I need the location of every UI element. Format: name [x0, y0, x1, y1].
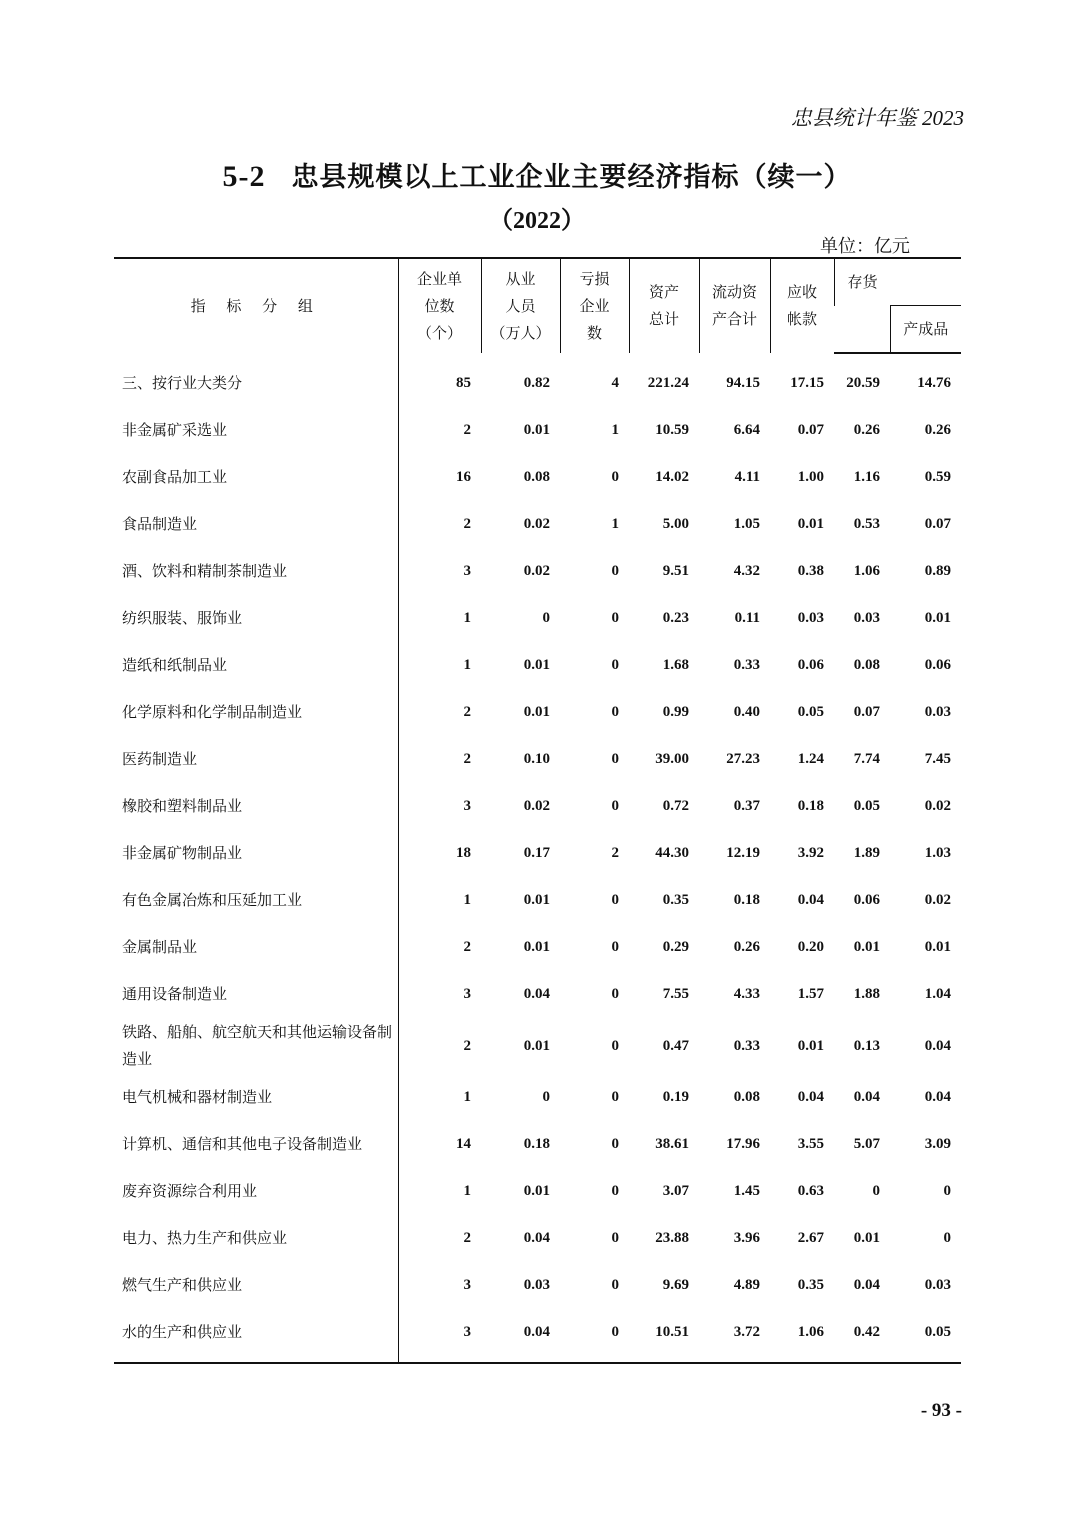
row-label: 电气机械和器材制造业: [122, 1088, 273, 1106]
header-employees: [481, 258, 560, 353]
cell-value: 39.00: [655, 751, 689, 767]
cell-value: 0.01: [797, 1037, 824, 1054]
table-row: [114, 1309, 961, 1363]
cell-value: 0.04: [797, 1089, 824, 1105]
cell-value: 3.07: [662, 1183, 689, 1199]
cell-value: 23.88: [655, 1230, 689, 1246]
table-row: [114, 548, 961, 595]
table-row: [114, 501, 961, 548]
row-label: 医药制造业: [122, 750, 198, 768]
cell-value: 0.11: [734, 610, 760, 626]
row-label: 非金属矿物制品业: [122, 844, 243, 862]
cell-value: 0.03: [797, 610, 824, 626]
cell-value: 0.05: [797, 704, 824, 720]
table-title: [0, 155, 1074, 194]
cell-value: 1.89: [853, 845, 880, 861]
cell-value: 0.35: [662, 892, 689, 908]
cell-value: 0: [611, 1037, 619, 1054]
cell-value: 1.06: [853, 563, 880, 579]
cell-value: 18: [398, 830, 481, 877]
cell-value: 2.67: [797, 1230, 824, 1246]
cell-value: 0.35: [797, 1277, 824, 1293]
cell-value: 1: [398, 1168, 481, 1215]
cell-value: 1.57: [797, 986, 824, 1002]
cell-value: 0: [542, 610, 550, 626]
cell-value: 0.02: [523, 516, 550, 532]
cell-value: 4: [611, 374, 619, 391]
cell-value: 4.11: [734, 469, 760, 485]
header-group: 指 标 分 组: [114, 258, 398, 353]
cell-value: 0: [611, 986, 619, 1002]
cell-value: 0.04: [797, 892, 824, 908]
cell-value: 0.47: [662, 1037, 689, 1054]
cell-value: 0: [611, 751, 619, 767]
table-body: [114, 353, 961, 1363]
table-row: [114, 407, 961, 454]
row-label: 纺织服装、服饰业: [122, 609, 243, 627]
cell-value: 0.01: [924, 610, 951, 626]
table-row: [114, 1018, 961, 1074]
cell-value: 3: [398, 1262, 481, 1309]
cell-value: 0.04: [523, 1230, 550, 1246]
table-subtitle: （2022）: [489, 208, 585, 234]
header-line: 应收: [786, 283, 817, 301]
cell-value: 3: [398, 971, 481, 1018]
cell-value: 0.40: [733, 704, 760, 720]
cell-value: 0: [560, 1309, 629, 1363]
cell-value: 4.89: [733, 1277, 760, 1293]
cell-value: 17.15: [790, 374, 824, 391]
table-row: [114, 736, 961, 783]
header-total-assets: [629, 258, 699, 353]
cell-value: 0.04: [924, 1037, 951, 1054]
cell-value: 0: [943, 1230, 951, 1246]
cell-value: 1: [611, 516, 619, 532]
row-label: 造纸和纸制品业: [122, 656, 228, 674]
row-label: 非金属矿采选业: [122, 421, 228, 439]
cell-value: 5.00: [662, 516, 689, 532]
cell-value: 0.01: [797, 516, 824, 532]
cell-value: 1: [398, 595, 481, 642]
cell-value: 14.76: [917, 375, 951, 391]
cell-value: 0: [611, 1230, 619, 1246]
cell-value: 0.03: [924, 704, 951, 720]
header-line: 资产: [648, 283, 679, 301]
cell-value: 0.01: [523, 1037, 550, 1054]
header-loss-enterprises: [560, 258, 629, 353]
cell-value: 1.05: [733, 516, 760, 532]
table-row: [114, 595, 961, 642]
table-row: [114, 353, 961, 407]
cell-value: 221.24: [647, 374, 689, 391]
cell-value: 4.32: [733, 563, 760, 579]
cell-value: 1.45: [733, 1183, 760, 1199]
cell-value: 0.08: [853, 657, 880, 673]
row-label: 三、按行业大类分: [122, 373, 243, 392]
header-line: （万人）: [490, 323, 551, 342]
cell-value: 0.29: [662, 939, 689, 955]
cell-value: 0: [611, 1089, 619, 1105]
table-row: [114, 454, 961, 501]
row-label: 通用设备制造业: [122, 985, 228, 1003]
cell-value: 9.51: [662, 563, 689, 579]
table-row: [114, 924, 961, 971]
table-row: [114, 830, 961, 877]
cell-value: 0.01: [853, 1230, 880, 1246]
cell-value: 2: [398, 407, 481, 454]
table-row: [114, 689, 961, 736]
cell-value: 3.09: [924, 1136, 951, 1152]
cell-value: 14.02: [655, 469, 689, 485]
cell-value: 7.45: [924, 751, 951, 767]
cell-value: 0.04: [853, 1277, 880, 1293]
cell-value: 0.02: [523, 798, 550, 814]
cell-value: 1.16: [853, 469, 880, 485]
cell-value: 3.55: [797, 1136, 824, 1152]
row-label: 铁路、船舶、航空航天和其他运输设备制造业: [122, 1023, 393, 1068]
table-row: [114, 1121, 961, 1168]
cell-value: 0.03: [523, 1277, 550, 1293]
cell-value: 0.38: [797, 563, 824, 579]
header-line: 企业: [579, 296, 610, 315]
cell-value: 0.04: [481, 1309, 560, 1363]
header-inventory-label: 存货: [847, 272, 878, 291]
header-inventory: [834, 258, 961, 306]
cell-value: 2: [398, 501, 481, 548]
cell-value: 0.05: [890, 1309, 961, 1363]
running-head: 忠县统计年鉴 2023: [790, 106, 964, 130]
cell-value: 0: [611, 892, 619, 908]
cell-value: 2: [398, 1215, 481, 1262]
cell-value: 0.99: [662, 704, 689, 720]
cell-value: 10.51: [629, 1309, 699, 1363]
table-title-text: 忠县规模以上工业企业主要经济指标（续一）: [291, 162, 852, 193]
cell-value: 7.55: [662, 986, 689, 1002]
row-label: 化学原料和化学制品制造业: [122, 703, 303, 721]
row-label: 计算机、通信和其他电子设备制造业: [122, 1135, 363, 1153]
cell-value: 1.06: [770, 1309, 834, 1363]
header-line: 亏损: [579, 269, 610, 288]
cell-value: 0.02: [924, 892, 951, 908]
cell-value: 44.30: [655, 845, 689, 861]
table-row: [114, 971, 961, 1018]
cell-value: 0.04: [523, 986, 550, 1002]
cell-value: 0: [611, 657, 619, 673]
row-label: 酒、饮料和精制茶制造业: [122, 562, 288, 580]
cell-value: 0.07: [853, 704, 880, 720]
cell-value: 0.03: [924, 1277, 951, 1293]
cell-value: 0.10: [523, 751, 550, 767]
cell-value: 0.08: [733, 1089, 760, 1105]
cell-value: 0: [611, 1277, 619, 1293]
cell-value: 1.04: [924, 986, 951, 1002]
cell-value: 1: [398, 642, 481, 689]
cell-value: 0.06: [797, 657, 824, 673]
cell-value: 27.23: [726, 751, 760, 767]
cell-value: 0: [611, 469, 619, 485]
cell-value: 0: [611, 610, 619, 626]
cell-value: 5.07: [853, 1136, 880, 1152]
unit-label: 单位：亿元: [820, 236, 910, 257]
cell-value: 2: [398, 736, 481, 783]
cell-value: 1.00: [797, 469, 824, 485]
cell-value: 1: [398, 877, 481, 924]
row-label: 水的生产和供应业: [114, 1309, 398, 1363]
cell-value: 0.89: [924, 563, 951, 579]
indicator-table: [114, 257, 961, 1364]
row-label: 电力、热力生产和供应业: [122, 1229, 288, 1247]
cell-value: 0.07: [797, 422, 824, 438]
row-label: 废弃资源综合利用业: [122, 1182, 258, 1200]
cell-value: 1: [611, 422, 619, 438]
cell-value: 0.07: [924, 516, 951, 532]
cell-value: 0.01: [523, 939, 550, 955]
cell-value: 0.01: [523, 704, 550, 720]
cell-value: 3.96: [733, 1230, 760, 1246]
cell-value: 0.26: [853, 422, 880, 438]
cell-value: 0.04: [853, 1089, 880, 1105]
cell-value: 0: [943, 1183, 951, 1199]
cell-value: 10.59: [655, 422, 689, 438]
cell-value: 0.02: [924, 798, 951, 814]
header-current-assets: [699, 258, 770, 353]
cell-value: 38.61: [655, 1136, 689, 1152]
header-line: 产合计: [711, 310, 757, 328]
cell-value: 0.26: [924, 422, 951, 438]
cell-value: 0: [611, 939, 619, 955]
cell-value: 1.03: [924, 845, 951, 861]
header-line: 数: [586, 323, 602, 342]
cell-value: 0: [542, 1089, 550, 1105]
header-line: 总计: [648, 310, 679, 328]
cell-value: 0.23: [662, 610, 689, 626]
cell-value: 3.72: [699, 1309, 770, 1363]
cell-value: 0.82: [523, 374, 550, 391]
page-number: - 93 -: [920, 1400, 962, 1421]
cell-value: 0: [611, 798, 619, 814]
table-row: [114, 1262, 961, 1309]
header-finished-goods: 产成品: [890, 306, 961, 354]
cell-value: 4.33: [733, 986, 760, 1002]
cell-value: 0.18: [733, 892, 760, 908]
header-receivables: [770, 258, 834, 353]
cell-value: 0.01: [523, 657, 550, 673]
cell-value: 0.26: [733, 939, 760, 955]
cell-value: 12.19: [726, 845, 760, 861]
cell-value: 94.15: [726, 374, 760, 391]
cell-value: 16: [398, 454, 481, 501]
header-line: 从业: [505, 269, 536, 288]
cell-value: 85: [398, 353, 481, 407]
header-line: 流动资: [711, 283, 757, 301]
cell-value: 3.92: [797, 845, 824, 861]
cell-value: 0.13: [853, 1037, 880, 1054]
cell-value: 0.05: [853, 798, 880, 814]
cell-value: 0: [611, 1183, 619, 1199]
cell-value: 0.33: [733, 657, 760, 673]
cell-value: 2: [398, 689, 481, 736]
cell-value: 1: [398, 1074, 481, 1121]
row-label: 有色金属冶炼和压延加工业: [122, 891, 303, 909]
cell-value: 2: [398, 1018, 481, 1074]
table-number: 5-2: [222, 160, 266, 193]
header-line: 位数: [424, 296, 455, 315]
cell-value: 0.01: [523, 422, 550, 438]
cell-value: 0.18: [523, 1136, 550, 1152]
row-label: 橡胶和塑料制品业: [122, 797, 243, 815]
cell-value: 0.37: [733, 798, 760, 814]
cell-value: 0.18: [797, 798, 824, 814]
cell-value: 0.17: [523, 845, 550, 861]
cell-value: 2: [398, 924, 481, 971]
header-spacer: [834, 306, 890, 354]
header-line: （个）: [416, 323, 462, 342]
cell-value: 1.88: [853, 986, 880, 1002]
header-enterprise-count: [398, 258, 481, 353]
cell-value: 0.06: [924, 657, 951, 673]
cell-value: 0.33: [733, 1037, 760, 1054]
cell-value: 0.01: [853, 939, 880, 955]
cell-value: 0.63: [797, 1183, 824, 1199]
cell-value: 0.42: [834, 1309, 890, 1363]
cell-value: 20.59: [846, 375, 880, 391]
cell-value: 0.72: [662, 798, 689, 814]
row-label: 食品制造业: [122, 515, 198, 533]
cell-value: 0.01: [523, 1183, 550, 1199]
cell-value: 7.74: [853, 751, 880, 767]
header-line: 人员: [505, 296, 536, 315]
cell-value: 0: [611, 704, 619, 720]
header-line: 帐款: [786, 310, 817, 328]
cell-value: 3: [398, 783, 481, 830]
cell-value: 9.69: [662, 1277, 689, 1293]
table-row: [114, 1215, 961, 1262]
cell-value: 0.59: [924, 469, 951, 485]
cell-value: 1.68: [662, 657, 689, 673]
cell-value: 0.20: [797, 939, 824, 955]
cell-value: 0: [611, 563, 619, 579]
row-label: 农副食品加工业: [122, 468, 228, 486]
row-label: 燃气生产和供应业: [122, 1276, 243, 1294]
cell-value: 0.02: [523, 563, 550, 579]
cell-value: 0.06: [853, 892, 880, 908]
cell-value: 3: [398, 1309, 481, 1363]
cell-value: 1.24: [797, 751, 824, 767]
cell-value: 17.96: [726, 1136, 760, 1152]
cell-value: 0.08: [523, 469, 550, 485]
cell-value: 0.03: [853, 610, 880, 626]
cell-value: 0.04: [924, 1089, 951, 1105]
table-row: [114, 642, 961, 689]
cell-value: 0.01: [523, 892, 550, 908]
cell-value: 0.19: [662, 1089, 689, 1105]
cell-value: 6.64: [733, 422, 760, 438]
table-row: [114, 783, 961, 830]
row-label: 金属制品业: [122, 938, 198, 956]
cell-value: 0: [872, 1183, 880, 1199]
table-row: [114, 1074, 961, 1121]
header-line: 企业单: [416, 269, 462, 288]
table-row: [114, 1168, 961, 1215]
cell-value: 2: [611, 845, 619, 861]
table-row: [114, 877, 961, 924]
cell-value: 0.53: [853, 516, 880, 532]
cell-value: 0: [611, 1136, 619, 1152]
cell-value: 3: [398, 548, 481, 595]
cell-value: 14: [398, 1121, 481, 1168]
cell-value: 0.01: [924, 939, 951, 955]
